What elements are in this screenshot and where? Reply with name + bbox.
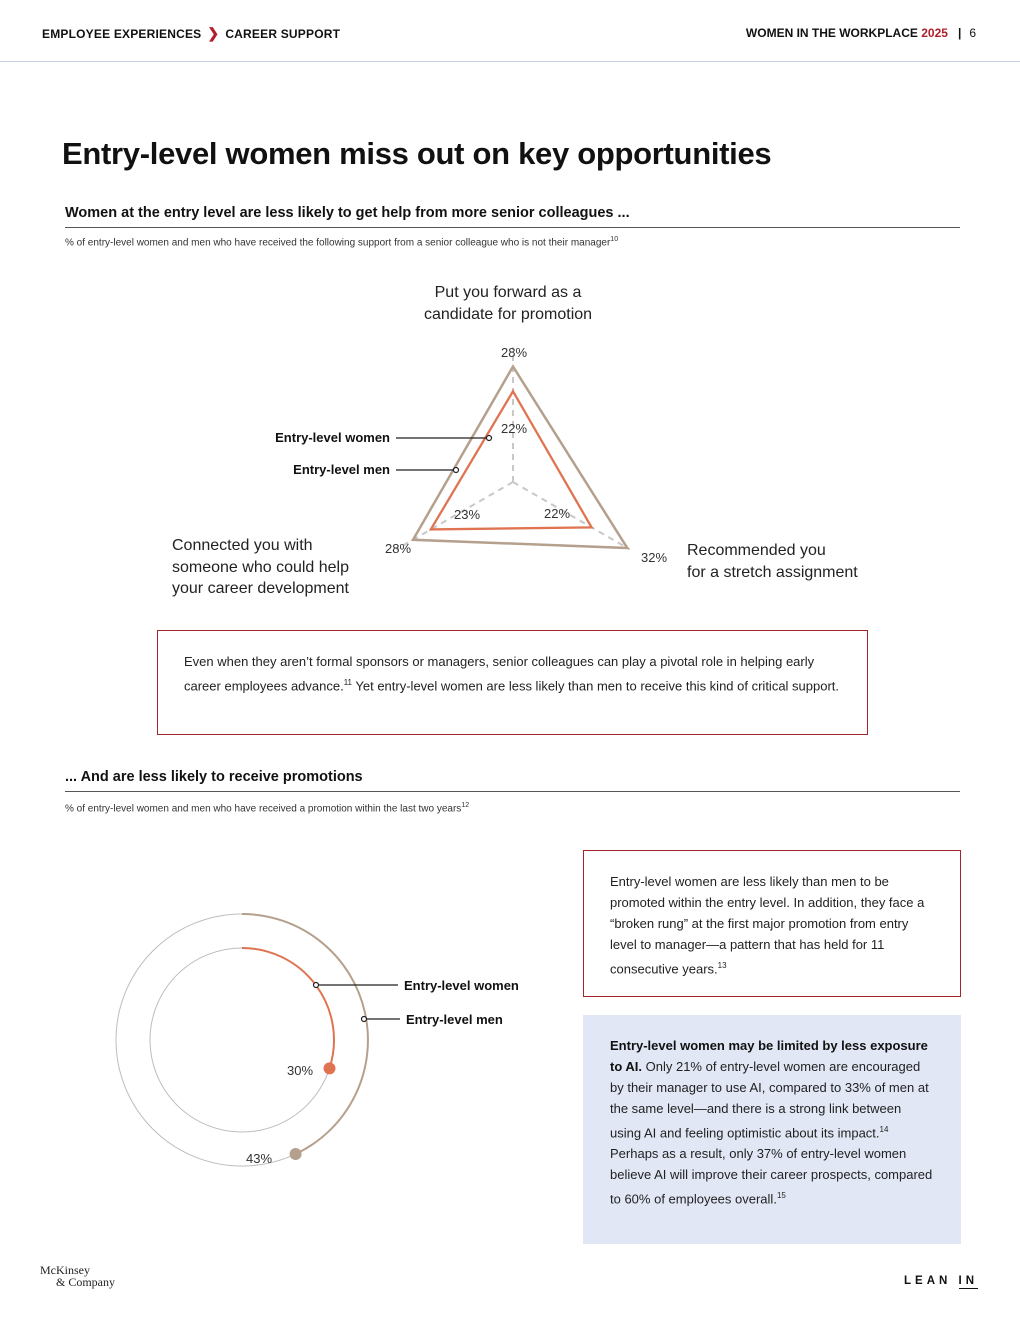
report-header (746, 26, 976, 40)
callout3-text-2: Perhaps as a result, only 37% of entry-level women believe AI will improve their career prospects, compared to 60% of employees overall. (610, 1146, 933, 1207)
section2-note-text: % of entry-level women and men who have received a promotion within the last two years (65, 803, 462, 815)
legend-dot-men (454, 468, 459, 473)
callout-broken-rung (583, 850, 961, 997)
arc-women (242, 948, 334, 1068)
value-label-women-right: 22% (543, 506, 571, 521)
mckinsey-logo (40, 1264, 115, 1288)
logo-line-2: & Company (56, 1275, 115, 1289)
logo-line-1: McKinsey (40, 1263, 90, 1277)
value-label-women-left: 23% (453, 507, 481, 522)
leanin-logo-in: IN (958, 1275, 978, 1287)
value-label-men-ring: 43% (245, 1151, 273, 1166)
legend-label-women: Entry-level women (404, 978, 519, 993)
callout-senior-colleagues (157, 630, 868, 735)
footnote-ref[interactable]: 12 (461, 802, 470, 809)
value-label-men-left: 28% (384, 541, 412, 556)
arc-end-women (324, 1062, 336, 1074)
footnote-ref[interactable]: 13 (717, 961, 727, 970)
legend-label-men: Entry-level men (406, 1012, 503, 1027)
axis-label-right-2: for a stretch assignment (687, 564, 858, 581)
leanin-logo (904, 1275, 978, 1287)
legend-label-women: Entry-level women (275, 430, 390, 445)
chevron-right-icon: ❯ (207, 25, 220, 41)
section1-note (65, 236, 618, 248)
section1-note-text: % of entry-level women and men who have received the following support from a senior colleague who is not their manager (65, 237, 611, 249)
leanin-logo-text: LEAN (904, 1275, 959, 1287)
callout2-text: Entry-level women are less likely than men to be promoted within the entry level. In addition, they face a “broken rung” at the first major promotion from entry level to manager—a pattern that has held for 11 consecutive years. (610, 874, 925, 977)
radar-chart (0, 270, 1020, 610)
section2-heading: ... And are less likely to receive promotions (65, 769, 960, 792)
callout3-lead: Entry-level women may be limited by less exposure to AI. (610, 1038, 928, 1074)
page-title: Entry-level women miss out on key opportunities (62, 136, 772, 171)
header-separator: | (957, 26, 962, 40)
footnote-ref[interactable]: 14 (879, 1125, 889, 1134)
legend-dot-women (314, 983, 319, 988)
breadcrumb (42, 25, 340, 42)
value-label-women-ring: 30% (286, 1063, 314, 1078)
axis-label-left-2: someone who could help (172, 559, 350, 576)
radial-progress-chart (0, 890, 560, 1190)
callout3-text: Only 21% of entry-level women are encouraged by their manager to use AI, compared to 33% of men at the same level—and there is a strong link between using AI and feeling optimistic about its impact. (610, 1059, 929, 1141)
legend-dot-women (487, 436, 492, 441)
footnote-ref[interactable]: 11 (343, 678, 353, 687)
legend-label-men: Entry-level men (293, 462, 390, 477)
arc-end-men (290, 1148, 302, 1160)
report-year: 2025 (921, 26, 948, 40)
legend-dot-men (362, 1017, 367, 1022)
axis-label-top-1: Put you forward as a (434, 284, 582, 301)
report-title: WOMEN IN THE WORKPLACE (745, 26, 918, 40)
section2-note (65, 802, 469, 814)
value-label-men-right: 32% (640, 550, 668, 565)
callout1-text-2: Yet entry-level women are less likely than men to receive this kind of critical support. (352, 678, 840, 694)
footnote-ref[interactable]: 15 (776, 1191, 786, 1201)
ring-men-track (116, 914, 368, 1166)
header-divider (0, 61, 1020, 62)
breadcrumb-subsection[interactable]: CAREER SUPPORT (225, 27, 341, 41)
page-number: 6 (969, 26, 976, 40)
breadcrumb-section[interactable]: EMPLOYEE EXPERIENCES (42, 27, 202, 41)
axis-label-left-1: Connected you with (172, 537, 313, 554)
axis-label-top-2: candidate for promotion (423, 306, 593, 323)
value-label-men-top: 28% (500, 345, 528, 360)
axis-label-right-1: Recommended you (687, 542, 826, 559)
callout-ai-exposure (583, 1015, 961, 1244)
footnote-ref[interactable]: 10 (610, 236, 619, 243)
callout1-text: Even when they aren’t formal sponsors or managers, senior colleagues can play a pivotal role in helping early career employees advance. (184, 654, 815, 694)
value-label-women-top: 22% (500, 421, 528, 436)
section1-heading: Women at the entry level are less likely to get help from more senior colleagues ... (65, 205, 960, 228)
axis-label-left-3: your career development (172, 580, 349, 597)
